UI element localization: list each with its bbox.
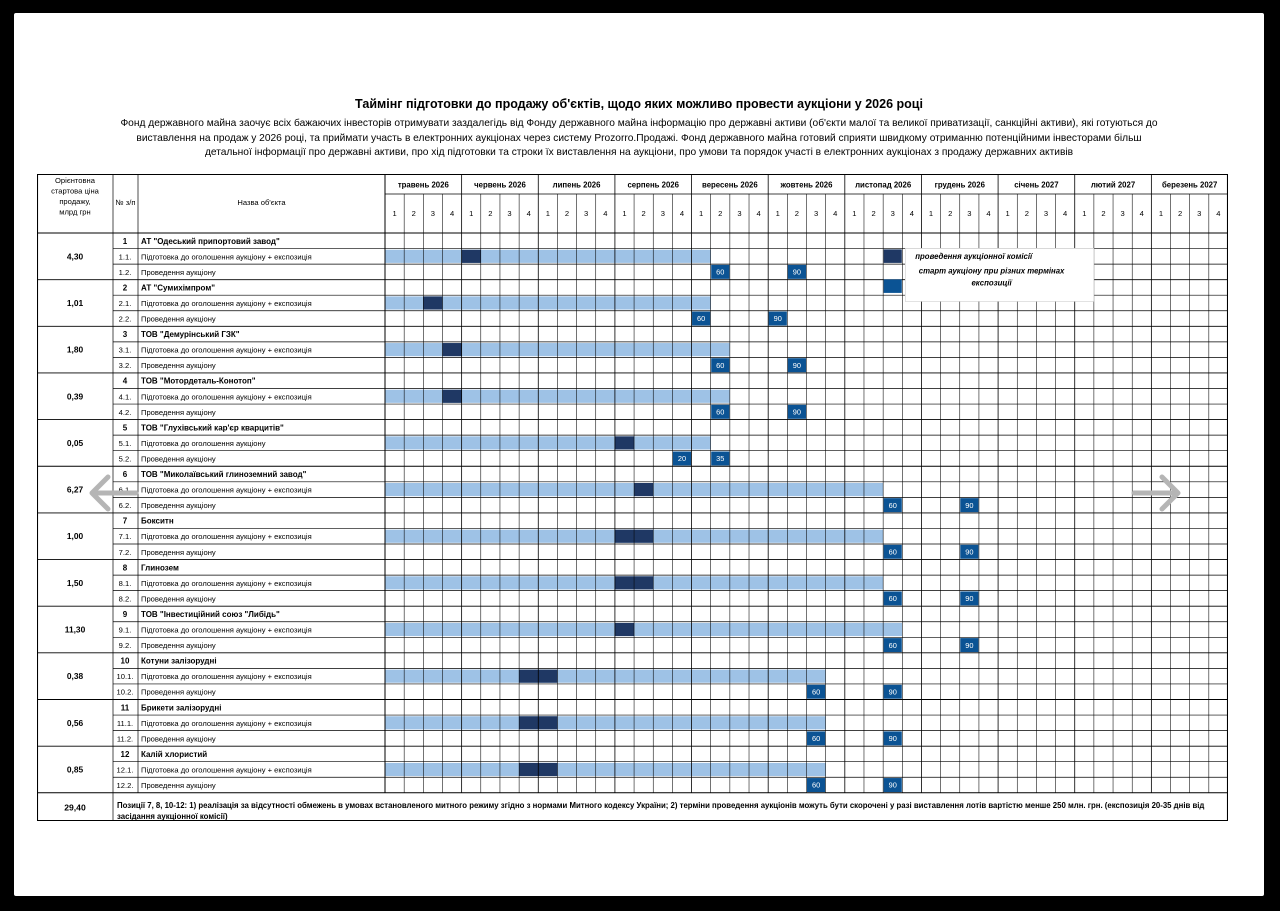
week-header: 3	[813, 209, 819, 218]
commission-week	[519, 670, 538, 683]
exposure-days-label: 90	[888, 734, 897, 744]
object-number: 5	[122, 423, 128, 433]
preparation-bar	[385, 436, 711, 449]
object-name: Калій хлористий	[141, 749, 208, 759]
commission-week	[423, 296, 442, 309]
week-header: 3	[507, 209, 512, 218]
week-header: 2	[411, 209, 416, 218]
week-header: 2	[1177, 209, 1183, 218]
exposure-days-label: 60	[716, 360, 725, 370]
exposure-days-label: 60	[697, 314, 706, 324]
week-header: 4	[603, 209, 608, 218]
object-number: 2	[122, 283, 128, 293]
sub-number: 11.1.	[116, 718, 134, 728]
exposure-days-label: 90	[965, 594, 974, 604]
exposure-days-label: 60	[888, 500, 897, 510]
total-price: 29,40	[64, 802, 86, 813]
auction-label: Проведення аукціону	[141, 687, 216, 697]
object-number: 7	[122, 516, 128, 526]
week-header: 1	[928, 209, 934, 218]
exposure-days-label: 60	[811, 687, 821, 697]
object-name: ТОВ "Мотордеталь-Конотоп"	[141, 376, 256, 386]
exposure-days-label: 60	[888, 594, 897, 604]
preparation-bar	[385, 763, 826, 776]
preparation-label: Підготовка до оголошення аукціону + експозиція	[141, 578, 312, 588]
week-header: 3	[660, 209, 665, 218]
object-number: 1	[122, 236, 128, 246]
exposure-days-label: 60	[888, 640, 897, 650]
week-header: 3	[1197, 209, 1202, 218]
week-header: 3	[737, 209, 742, 218]
object-number: 9	[122, 609, 128, 619]
month-header: серпень 2026	[627, 180, 679, 190]
start-price: 6,27	[66, 484, 84, 495]
exposure-days-label: 90	[888, 687, 897, 697]
preparation-label: Підготовка до оголошення аукціону + експозиція	[141, 718, 312, 728]
auction-label: Проведення аукціону	[141, 314, 216, 324]
sub-number: 10.2.	[116, 687, 134, 697]
object-name: Котуни залізорудні	[141, 656, 217, 666]
month-header: жовтень 2026	[780, 180, 833, 190]
commission-week	[519, 763, 538, 776]
commission-week	[615, 436, 634, 449]
auction-label: Проведення аукціону	[141, 641, 216, 651]
sub-number: 4.1.	[118, 392, 132, 402]
commission-week	[615, 576, 634, 589]
legend-start-swatch	[884, 279, 902, 293]
sub-number: 5.1.	[118, 438, 132, 448]
exposure-days-label: 60	[811, 734, 821, 744]
auction-label: Проведення аукціону	[141, 594, 216, 604]
week-header: 4	[526, 209, 531, 218]
exposure-days-label: 90	[773, 314, 782, 324]
sub-number: 6.2.	[118, 501, 132, 511]
legend-commission-swatch	[884, 249, 902, 263]
previous-arrow-icon[interactable]	[82, 473, 142, 513]
week-header: 2	[1024, 209, 1029, 218]
exposure-days-label: 90	[792, 360, 802, 370]
week-header: 3	[584, 209, 589, 218]
preparation-label: Підготовка до оголошення аукціону + експозиція	[141, 672, 312, 682]
sub-number: 12.2.	[116, 781, 134, 791]
exposure-days-label: 90	[888, 780, 897, 790]
auction-label: Проведення аукціону	[141, 734, 216, 744]
week-header: 2	[948, 209, 953, 218]
auction-label: Проведення аукціону	[141, 267, 216, 277]
week-header: 1	[622, 209, 627, 218]
commission-week	[615, 623, 634, 636]
sub-number: 12.1.	[116, 765, 134, 775]
week-header: 2	[488, 209, 493, 218]
sub-number: 3.2.	[118, 361, 132, 371]
week-header: 4	[986, 209, 991, 218]
start-price: 4,30	[66, 251, 84, 262]
start-price: 1,80	[66, 344, 84, 355]
object-name: АТ "Одеський припортовий завод"	[141, 236, 280, 246]
preparation-label: Підготовка до оголошення аукціону + експозиція	[141, 765, 312, 775]
exposure-days-label: 60	[888, 547, 897, 557]
object-number: 8	[122, 563, 128, 573]
object-name: Глинозем	[141, 563, 179, 573]
start-price: 11,30	[64, 624, 86, 635]
sub-number: 11.2.	[116, 734, 134, 744]
number-header: № з/п	[115, 198, 136, 207]
sub-number: 7.1.	[118, 532, 132, 542]
week-header: 1	[469, 209, 474, 218]
month-header: червень 2026	[474, 180, 526, 190]
sub-number: 1.1.	[118, 252, 132, 262]
preparation-label: Підготовка до оголошення аукціону + експозиція	[141, 345, 312, 355]
month-header: листопад 2026	[855, 180, 912, 190]
start-price: 0,56	[66, 717, 84, 728]
week-header: 3	[890, 209, 895, 218]
week-header: 3	[1120, 209, 1125, 218]
sub-number: 4.2.	[118, 407, 132, 417]
week-header: 2	[641, 209, 646, 218]
start-price: 1,00	[66, 531, 84, 542]
week-header: 4	[679, 209, 685, 218]
week-header: 3	[430, 209, 436, 218]
week-header: 4	[1216, 209, 1221, 218]
exposure-days-label: 90	[792, 407, 802, 417]
exposure-days-label: 20	[677, 454, 687, 464]
sub-number: 3.1.	[118, 345, 132, 355]
exposure-days-label: 60	[811, 780, 821, 790]
week-header: 1	[852, 209, 857, 218]
auction-label: Проведення аукціону	[141, 547, 216, 557]
week-header: 2	[564, 209, 570, 218]
commission-week	[615, 530, 634, 543]
commission-week	[634, 576, 653, 589]
month-header: лютий 2027	[1090, 180, 1136, 190]
auction-label: Проведення аукціону	[141, 454, 216, 464]
start-price: 0,85	[66, 764, 84, 775]
auction-label: Проведення аукціону	[141, 501, 216, 511]
sub-number: 7.2.	[118, 547, 132, 557]
object-name: ТОВ "Демурінський ГЗК"	[141, 330, 240, 340]
week-header: 3	[1043, 209, 1049, 218]
exposure-days-label: 90	[965, 640, 974, 650]
commission-week	[538, 763, 557, 776]
week-header: 2	[718, 209, 723, 218]
object-number: 11	[120, 703, 130, 713]
week-header: 1	[1158, 209, 1164, 218]
start-price: 0,05	[66, 437, 84, 448]
start-price: 0,39	[66, 391, 84, 402]
start-price: 1,50	[66, 577, 84, 588]
preparation-label: Підготовка до оголошення аукціону + експозиція	[141, 252, 312, 262]
preparation-bar	[385, 250, 711, 263]
week-header: 1	[1005, 209, 1010, 218]
preparation-label: Підготовка до оголошення аукціону + експозиція	[141, 298, 312, 308]
exposure-days-label: 90	[965, 547, 974, 557]
object-number: 12	[120, 749, 130, 759]
week-header: 4	[909, 209, 914, 218]
legend-start-label: старт аукціону при різних термінах експозиції	[918, 266, 1065, 288]
sub-number: 1.2.	[118, 267, 132, 277]
preparation-label: Підготовка до оголошення аукціону + експозиція	[141, 485, 312, 495]
week-header: 4	[833, 209, 838, 218]
month-header: березень 2027	[1161, 180, 1218, 190]
exposure-days-label: 35	[716, 454, 725, 464]
auction-label: Проведення аукціону	[141, 781, 216, 791]
next-arrow-icon[interactable]	[1128, 473, 1188, 513]
week-header: 1	[775, 209, 780, 218]
sub-number: 6.1.	[118, 485, 132, 495]
month-header: липень 2026	[552, 180, 601, 190]
object-number: 3	[122, 330, 128, 340]
week-header: 1	[545, 209, 550, 218]
week-header: 1	[699, 209, 704, 218]
legend-commission-label: проведення аукціонної комісії	[915, 251, 1033, 261]
sub-number: 10.1.	[116, 672, 134, 682]
week-header: 2	[1101, 209, 1106, 218]
commission-week	[442, 343, 461, 356]
exposure-days-label: 60	[716, 407, 725, 417]
preparation-bar	[385, 670, 826, 683]
exposure-days-label: 90	[965, 500, 974, 510]
commission-week	[442, 390, 461, 403]
sub-number: 5.2.	[118, 454, 132, 464]
month-header: грудень 2026	[934, 180, 985, 190]
object-name: ТОВ "Миколаївський глиноземний завод"	[141, 470, 307, 480]
object-number: 6	[122, 470, 128, 480]
week-header: 1	[392, 209, 397, 218]
preparation-label: Підготовка до оголошення аукціону	[141, 438, 266, 448]
commission-week	[462, 250, 481, 263]
object-number: 4	[122, 376, 128, 386]
start-price: 0,38	[66, 671, 84, 682]
object-name: Брикети залізорудні	[141, 703, 222, 713]
week-header: 2	[794, 209, 800, 218]
footer-note: Позиції 7, 8, 10-12: 1) реалізація за відсутності обмежень в умовах встановленого митного режиму згідно з нормами Митного кодексу України; 2) терміни проведення аукціонів можуть бути скорочені у разі виставлення лотів вартістю менше 250 млн. грн. (експозиція 20-35 днів від засідання аукціонної комісії)	[117, 800, 1205, 821]
auction-label: Проведення аукціону	[141, 361, 216, 371]
sub-number: 9.1.	[118, 625, 132, 635]
commission-week	[519, 716, 538, 729]
sub-number: 2.2.	[118, 314, 132, 324]
price-header: Орієнтовна стартова ціна продажу, млрд грн	[51, 176, 99, 217]
sub-number: 9.2.	[118, 641, 132, 651]
auction-label: Проведення аукціону	[141, 407, 216, 417]
month-header: січень 2027	[1014, 180, 1059, 190]
start-price: 1,01	[66, 297, 84, 308]
preparation-label: Підготовка до оголошення аукціону + експозиція	[141, 392, 312, 402]
object-number: 10	[120, 656, 130, 666]
object-name: Бокситн	[141, 516, 174, 526]
name-header: Назва об'єкта	[237, 198, 286, 207]
commission-week	[538, 716, 557, 729]
object-name: ТОВ "Інвестиційний союз "Либідь"	[141, 609, 280, 619]
preparation-label: Підготовка до оголошення аукціону + експозиція	[141, 532, 312, 542]
exposure-days-label: 60	[716, 267, 725, 277]
intro-paragraph: Фонд державного майна заочує всіх бажаючих інвесторів отримувати заздалегідь від Фонду державного майна інформацію про державні активи (об'єкти малої та великої приватизації, санкційні активи), які готуються до виставлення на продаж у 2026 році, та приймати участь в електронних аукціонах через систему Prozorro.Продажі. Фонд державного майна готовий сприяти швидкому отриманню потенційними інвесторами більш детальної інформації про державні активи, про хід підготовки та строки їх виставлення на аукціони, про умови та порядок участі в електронних аукціонах з продажу державних активів	[120, 118, 1158, 159]
exposure-days-label: 90	[792, 267, 802, 277]
document-page	[14, 13, 1264, 896]
month-header: вересень 2026	[702, 180, 758, 190]
commission-week	[634, 483, 653, 496]
preparation-label: Підготовка до оголошення аукціону + експозиція	[141, 625, 312, 635]
week-header: 1	[1082, 209, 1087, 218]
object-name: АТ "Сумихімпром"	[141, 283, 216, 293]
week-header: 4	[756, 209, 761, 218]
sub-number: 2.1.	[118, 298, 132, 308]
document-title: Таймінг підготовки до продажу об'єктів, щодо яких можливо провести аукціони у 2026 році	[355, 97, 923, 111]
week-header: 4	[449, 209, 455, 218]
schedule-table	[37, 174, 1228, 821]
object-name: ТОВ "Глухівський кар'єр кварцитів"	[141, 423, 284, 433]
sub-number: 8.2.	[118, 594, 132, 604]
preparation-bar	[385, 623, 902, 636]
month-header: травень 2026	[397, 180, 449, 190]
commission-week	[634, 530, 653, 543]
preparation-bar	[385, 716, 826, 729]
week-header: 4	[1063, 209, 1068, 218]
week-header: 4	[1139, 209, 1144, 218]
week-header: 2	[871, 209, 876, 218]
week-header: 3	[967, 209, 972, 218]
commission-week	[538, 670, 557, 683]
sub-number: 8.1.	[118, 578, 132, 588]
